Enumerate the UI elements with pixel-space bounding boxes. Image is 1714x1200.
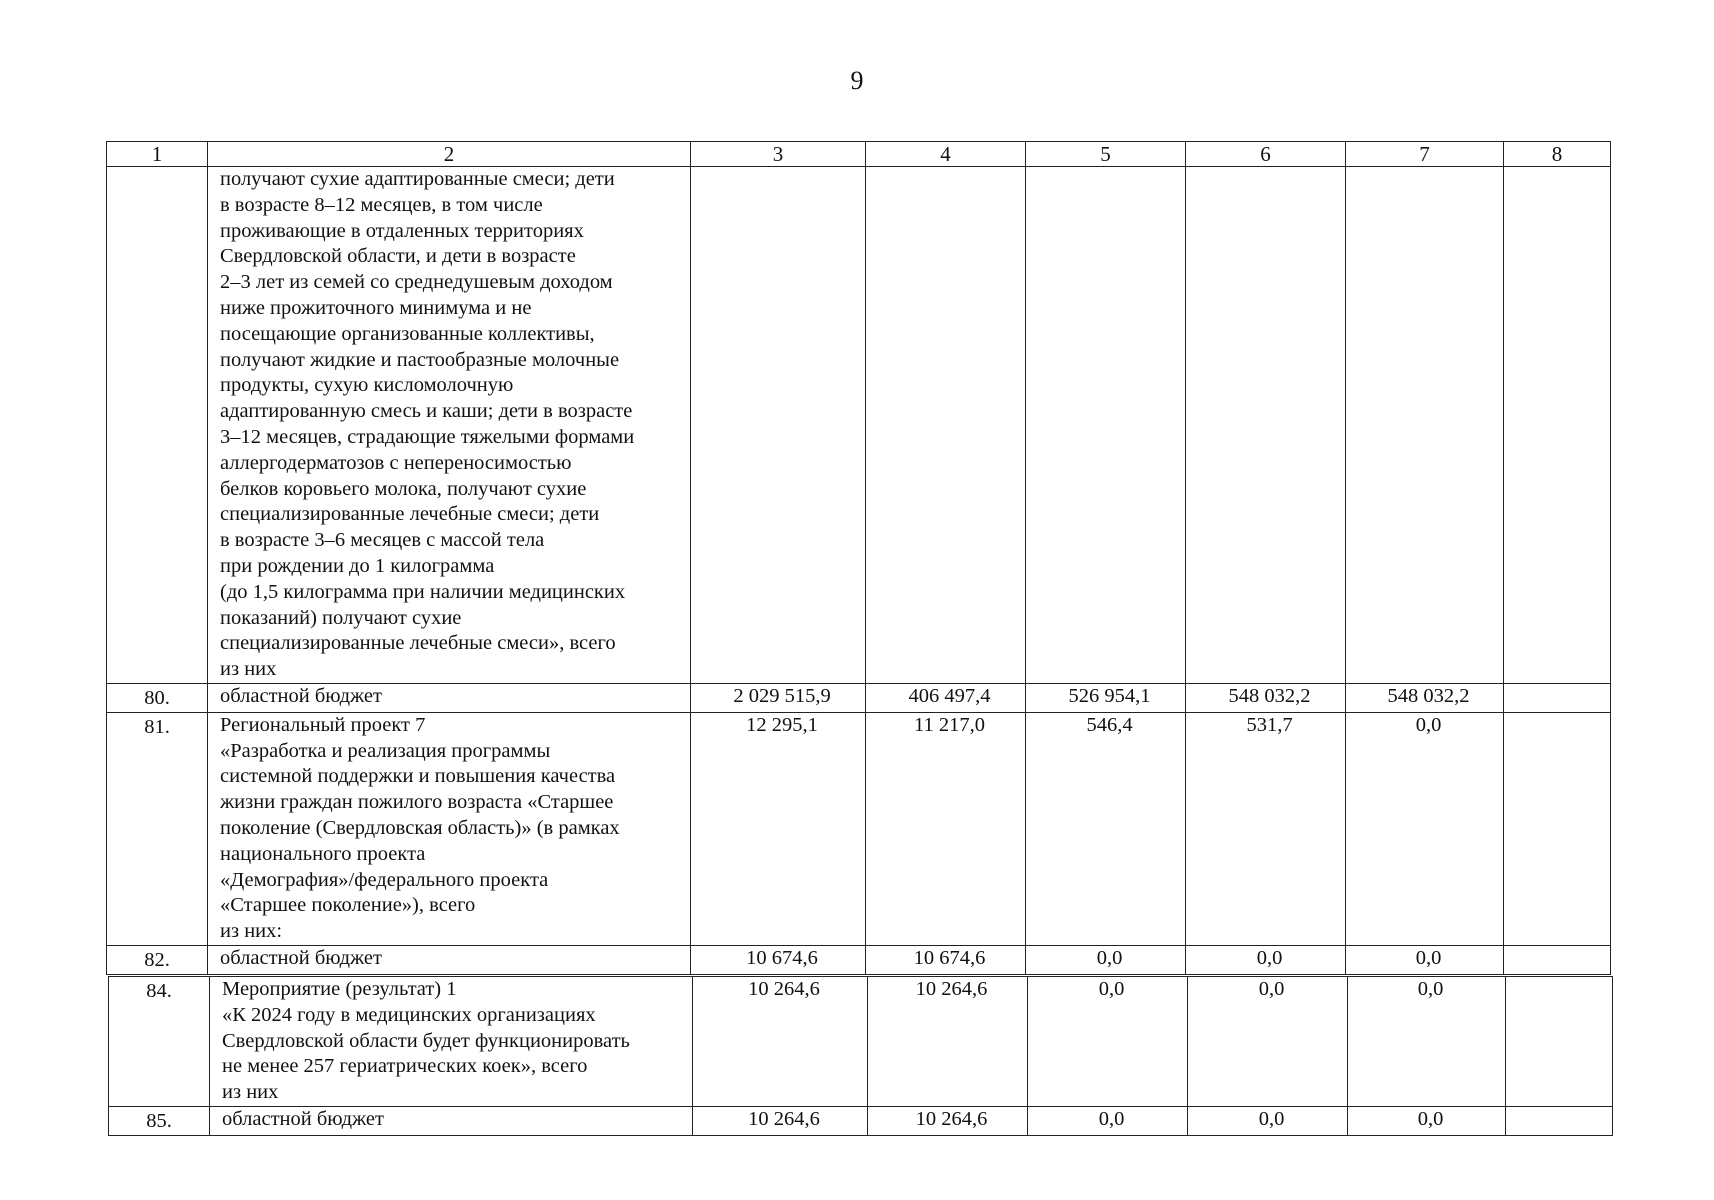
description-line: Свердловской области будет функционировать — [222, 1029, 630, 1052]
column-header: 5 — [1026, 142, 1186, 167]
value-cell-col-3 — [691, 712, 866, 945]
value-cell-col-5 — [1026, 167, 1186, 684]
value-cell-col-7 — [1346, 167, 1504, 684]
amount-value: 0,0 — [1098, 978, 1125, 1000]
amount-value: 531,7 — [1246, 713, 1293, 736]
budget-table-continued — [108, 976, 1613, 1136]
value-cell-col-6 — [1186, 167, 1346, 684]
amount-value: 10 674,6 — [746, 946, 818, 969]
description-line: показаний) получают сухие — [220, 606, 462, 629]
amount-value: 10 264,6 — [748, 1107, 820, 1130]
description-line: из них: — [220, 920, 283, 943]
amount-value: 0,0 — [1415, 946, 1442, 969]
row-number: 82. — [107, 945, 208, 974]
row-description — [210, 1106, 693, 1135]
value-cell-col-7 — [1346, 712, 1504, 945]
value-cell-col-6 — [1188, 977, 1348, 1107]
description-line: «Демография»/федерального проекта — [220, 868, 549, 891]
description-line: 3–12 месяцев, страдающие тяжелыми формами — [220, 425, 635, 448]
description-line: получают сухие адаптированные смеси; дети — [220, 168, 615, 190]
description-line: белков коровьего молока, получают сухие — [220, 477, 587, 500]
description-line: Региональный проект 7 — [220, 713, 426, 736]
value-cell-col-3 — [691, 683, 866, 712]
value-cell-col-3 — [693, 1106, 868, 1135]
description-line: системной поддержки и повышения качества — [220, 765, 616, 788]
table-row — [107, 712, 1611, 945]
amount-value: 0,0 — [1417, 1107, 1444, 1130]
value-cell-col-4 — [866, 712, 1026, 945]
amount-value: 526 954,1 — [1068, 684, 1151, 707]
table-row — [109, 977, 1613, 1107]
value-cell-col-5 — [1026, 683, 1186, 712]
description-line: аллергодерматозов с непереносимостью — [220, 451, 572, 474]
value-cell-col-4 — [866, 167, 1026, 684]
table-row — [107, 683, 1611, 712]
amount-value: 546,4 — [1086, 713, 1133, 736]
amount-value: 10 264,6 — [915, 1107, 988, 1130]
amount-value: 0,0 — [1098, 1107, 1125, 1130]
value-cell-col-5 — [1028, 977, 1188, 1107]
amount-value: 0,0 — [1258, 1107, 1285, 1130]
value-cell-col-8 — [1504, 683, 1611, 712]
description-line: ниже прожиточного минимума и не — [220, 296, 532, 319]
description-line: жизни граждан пожилого возраста «Старшее — [220, 791, 614, 814]
description-line: национального проекта — [220, 842, 426, 865]
description-line: из них — [222, 1081, 279, 1104]
value-cell-col-6 — [1186, 712, 1346, 945]
value-cell-col-5 — [1028, 1106, 1188, 1135]
amount-value: 10 674,6 — [913, 946, 986, 969]
amount-value: 10 264,6 — [915, 978, 988, 1000]
row-number: 80. — [107, 683, 208, 712]
row-number: 85. — [109, 1106, 210, 1135]
description-line: (до 1,5 килограмма при наличии медицинских — [220, 580, 626, 603]
description-line: областной бюджет — [220, 946, 382, 969]
column-header: 3 — [691, 142, 866, 167]
description-line: специализированные лечебные смеси; дети — [220, 503, 600, 526]
amount-value: 11 217,0 — [914, 713, 985, 736]
description-line: «К 2024 году в медицинских организациях — [222, 1003, 596, 1026]
description-line: Свердловской области, и дети в возрасте — [220, 245, 576, 268]
description-line: получают жидкие и пастообразные молочные — [220, 348, 620, 371]
description-line: Мероприятие (результат) 1 — [222, 978, 457, 1000]
value-cell-col-3 — [691, 167, 866, 684]
amount-value: 0,0 — [1417, 978, 1444, 1000]
amount-value: 0,0 — [1415, 713, 1442, 736]
value-cell-col-8 — [1504, 167, 1611, 684]
value-cell-col-6 — [1188, 1106, 1348, 1135]
amount-value: 0,0 — [1256, 946, 1283, 969]
amount-value: 548 032,2 — [1228, 684, 1311, 707]
value-cell-col-7 — [1348, 977, 1506, 1107]
description-line: областной бюджет — [220, 684, 382, 707]
amount-value: 12 295,1 — [746, 713, 818, 736]
description-line: не менее 257 гериатрических коек», всего — [222, 1055, 588, 1078]
description-line: продукты, сухую кисломолочную — [220, 374, 514, 397]
description-line: проживающие в отдаленных территориях — [220, 219, 584, 242]
description-line: областной бюджет — [222, 1107, 384, 1130]
value-cell-col-4 — [868, 977, 1028, 1107]
value-cell-col-4 — [866, 683, 1026, 712]
row-description — [208, 683, 691, 712]
amount-value: 548 032,2 — [1387, 684, 1470, 707]
value-cell-col-8 — [1504, 945, 1611, 974]
description-line: «Старшее поколение»), всего — [220, 894, 476, 917]
amount-value: 0,0 — [1096, 946, 1123, 969]
column-header: 4 — [866, 142, 1026, 167]
row-description — [208, 712, 691, 945]
value-cell-col-3 — [691, 945, 866, 974]
amount-value: 2 029 515,9 — [733, 684, 831, 707]
amount-value: 406 497,4 — [908, 684, 991, 707]
description-line: «Разработка и реализация программы — [220, 739, 551, 762]
column-header: 8 — [1504, 142, 1611, 167]
value-cell-col-8 — [1506, 1106, 1613, 1135]
description-line: в возрасте 3–6 месяцев с массой тела — [220, 529, 545, 552]
description-line: специализированные лечебные смеси», всего — [220, 632, 616, 655]
value-cell-col-7 — [1346, 683, 1504, 712]
description-line: посещающие организованные коллективы, — [220, 322, 595, 345]
column-header: 7 — [1346, 142, 1504, 167]
description-line: при рождении до 1 килограмма — [220, 554, 495, 577]
table-row — [107, 945, 1611, 974]
row-number: 81. — [107, 712, 208, 945]
page-number: 9 — [850, 66, 864, 95]
row-description — [208, 167, 691, 684]
table-row — [107, 167, 1611, 684]
table-row — [109, 1106, 1613, 1135]
row-number — [107, 167, 208, 684]
table-header-row — [107, 142, 1611, 167]
value-cell-col-8 — [1506, 977, 1613, 1107]
value-cell-col-4 — [866, 945, 1026, 974]
description-line: адаптированную смесь и каши; дети в возрасте — [220, 400, 633, 423]
column-header: 6 — [1186, 142, 1346, 167]
row-number: 84. — [109, 977, 210, 1107]
value-cell-col-7 — [1346, 945, 1504, 974]
amount-value: 0,0 — [1258, 978, 1285, 1000]
value-cell-col-7 — [1348, 1106, 1506, 1135]
value-cell-col-6 — [1186, 945, 1346, 974]
value-cell-col-3 — [693, 977, 868, 1107]
column-header: 2 — [208, 142, 691, 167]
budget-table — [106, 141, 1611, 975]
description-line: в возрасте 8–12 месяцев, в том числе — [220, 193, 543, 216]
description-line: 2–3 лет из семей со среднедушевым доходом — [220, 271, 613, 294]
row-description — [210, 977, 693, 1107]
value-cell-col-5 — [1026, 945, 1186, 974]
description-line: из них — [220, 658, 277, 681]
value-cell-col-5 — [1026, 712, 1186, 945]
amount-value: 10 264,6 — [748, 978, 820, 1000]
column-header: 1 — [107, 142, 208, 167]
row-description — [208, 945, 691, 974]
value-cell-col-8 — [1504, 712, 1611, 945]
description-line: поколение (Свердловская область)» (в рамках — [220, 816, 620, 839]
value-cell-col-6 — [1186, 683, 1346, 712]
value-cell-col-4 — [868, 1106, 1028, 1135]
